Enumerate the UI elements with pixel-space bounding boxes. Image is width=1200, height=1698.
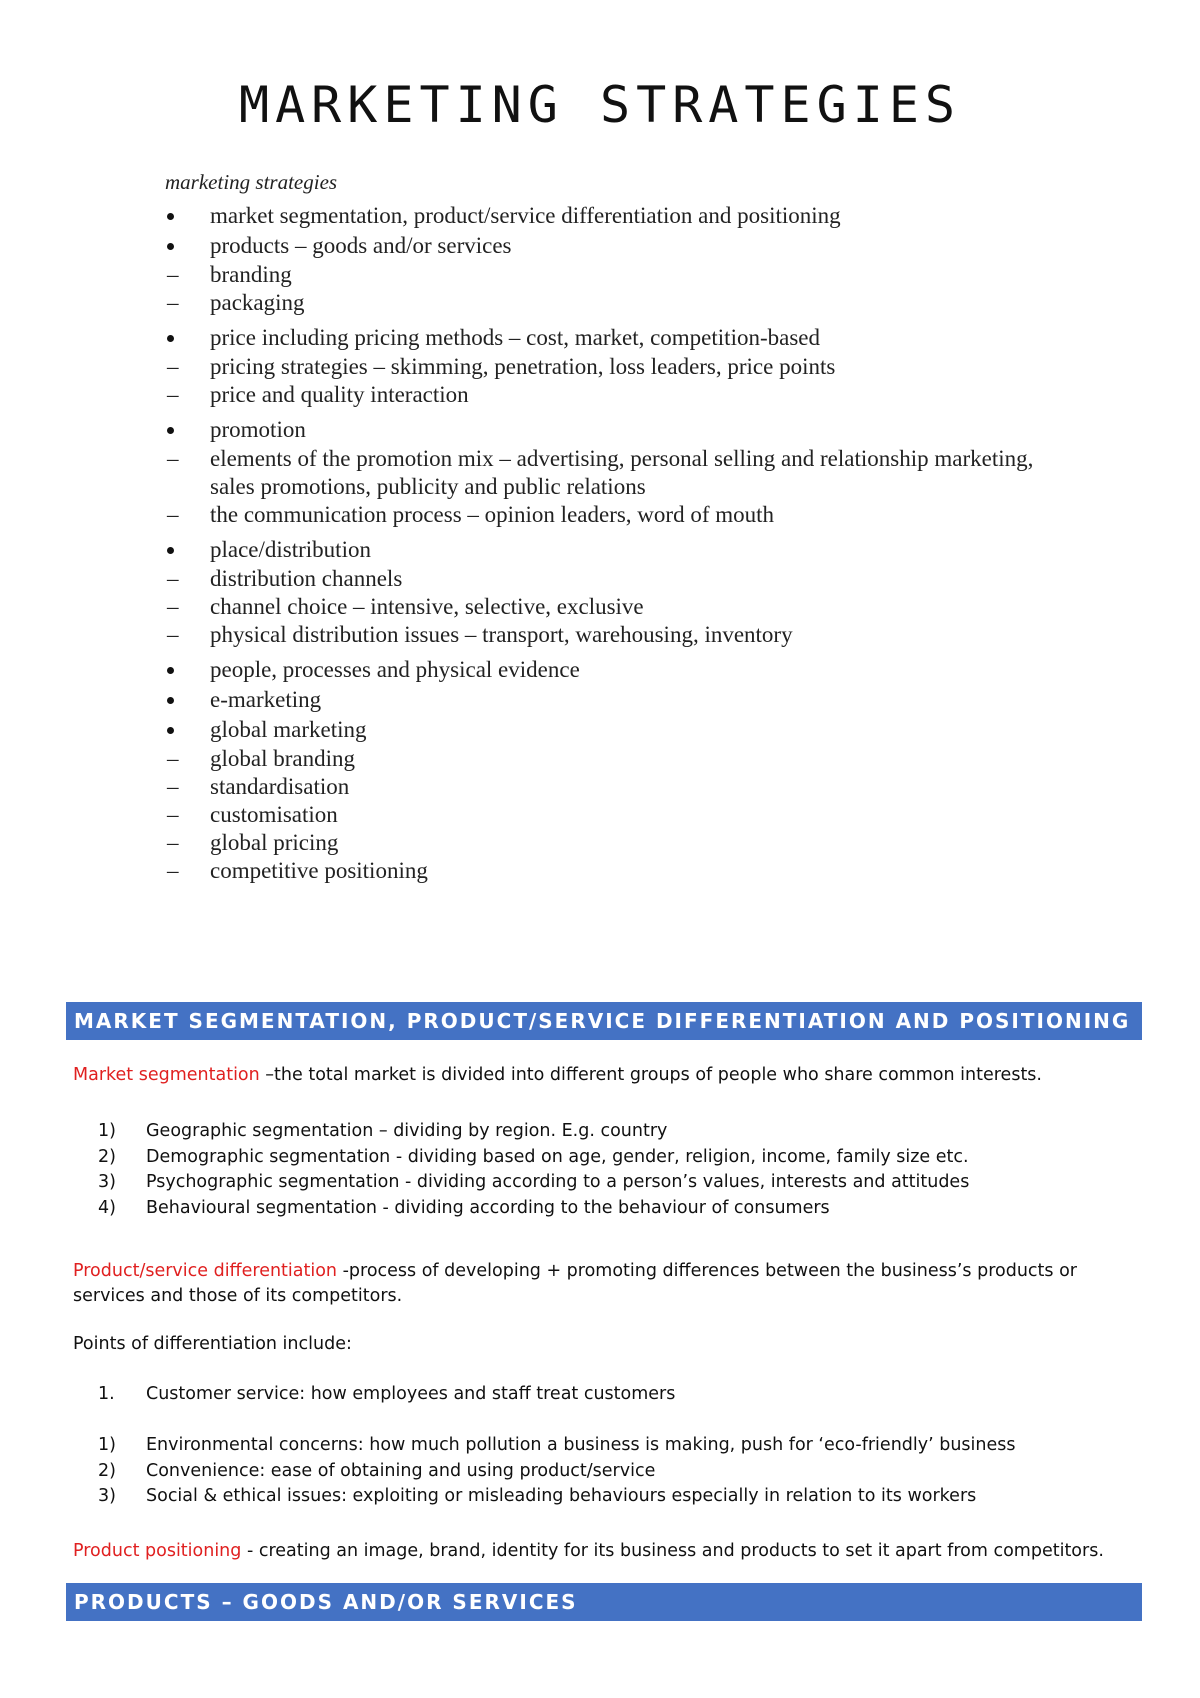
syllabus-subitem-text: competitive positioning [210, 858, 428, 883]
dash-icon: – [167, 446, 179, 471]
bullet-icon [167, 213, 174, 220]
list-number: 3) [98, 1486, 116, 1506]
bullet-icon [167, 697, 174, 704]
segmentation-definition [73, 1063, 1138, 1088]
differentiation-definition [73, 1259, 1138, 1309]
syllabus-subitem [165, 261, 1065, 289]
syllabus-subitem-text: global pricing [210, 830, 339, 855]
syllabus-sublist [165, 445, 1065, 529]
list-item [73, 1119, 1138, 1145]
list-item [73, 1382, 1138, 1408]
syllabus-item [165, 685, 1065, 715]
syllabus-subitem-text: branding [210, 262, 292, 287]
syllabus-item-text: market segmentation, product/service differentiation and positioning [210, 203, 841, 228]
list-item [73, 1459, 1138, 1485]
list-number: 4) [98, 1197, 116, 1218]
list-item [73, 1196, 1138, 1222]
list-text: Behavioural segmentation - dividing according to the behaviour of consumers [146, 1197, 830, 1218]
syllabus-item [165, 323, 1065, 353]
dash-icon: – [167, 566, 179, 591]
syllabus-subitem-text: price and quality interaction [210, 382, 469, 407]
syllabus-item [165, 415, 1065, 445]
section-header-products: PRODUCTS – GOODS AND/OR SERVICES [66, 1583, 1142, 1621]
list-item [73, 1145, 1138, 1171]
bullet-icon [167, 427, 174, 434]
list-text: Customer service: how employees and staff treat customers [146, 1384, 676, 1404]
syllabus-subitem-text: packaging [210, 290, 305, 315]
syllabus-item-text: promotion [210, 417, 306, 442]
differentiation-definition-text: -process of developing + promoting differences between the business’s products or services and those of its competitors. [73, 1261, 1077, 1306]
syllabus-heading: marketing strategies [165, 170, 338, 194]
syllabus-subitem [165, 381, 1065, 409]
syllabus-subitem-text: global branding [210, 746, 355, 771]
points-intro: Points of differentiation include: [73, 1334, 352, 1354]
syllabus-subitem [165, 801, 1065, 829]
syllabus-subitem-text: standardisation [210, 774, 350, 799]
dash-icon: – [167, 746, 179, 771]
list-text: Psychographic segmentation - dividing according to a person’s values, interests and attitudes [146, 1172, 970, 1192]
bullet-icon [167, 335, 174, 342]
list-number: 1) [98, 1121, 116, 1141]
syllabus-sublist [165, 261, 1065, 317]
syllabus-excerpt [165, 170, 1065, 891]
dash-icon: – [167, 290, 179, 315]
syllabus-item-text: global marketing [210, 717, 367, 742]
list-item [73, 1170, 1138, 1196]
list-text: Social & ethical issues: exploiting or misleading behaviours especially in relation to its workers [146, 1486, 977, 1506]
syllabus-subitem-text: elements of the promotion mix – advertising, personal selling and relationship marketing, sales promotions, publicity and public relations [210, 446, 1034, 499]
dash-icon: – [167, 502, 179, 527]
page-title: MARKETING STRATEGIES [238, 76, 962, 134]
dash-icon: – [167, 622, 179, 647]
points-list [73, 1433, 1138, 1510]
syllabus-item [165, 231, 1065, 261]
syllabus-item [165, 201, 1065, 231]
dash-icon: – [167, 802, 179, 827]
term-market-segmentation: Market segmentation [73, 1065, 260, 1085]
syllabus-sublist [165, 745, 1065, 885]
dash-icon: – [167, 262, 179, 287]
syllabus-list [165, 201, 1065, 885]
syllabus-subitem [165, 593, 1065, 621]
list-number: 2) [98, 1460, 116, 1481]
dash-icon: – [167, 774, 179, 799]
list-number: 1. [98, 1384, 115, 1404]
syllabus-subitem [165, 621, 1065, 649]
syllabus-item-text: price including pricing methods – cost, market, competition-based [210, 325, 820, 350]
syllabus-subitem [165, 773, 1065, 801]
syllabus-subitem [165, 289, 1065, 317]
term-product-positioning: Product positioning [73, 1541, 242, 1561]
syllabus-subitem-text: the communication process – opinion leaders, word of mouth [210, 502, 775, 527]
segmentation-definition-text: –the total market is divided into different groups of people who share common interests. [259, 1065, 1042, 1085]
syllabus-item-text: products – goods and/or services [210, 233, 512, 258]
syllabus-subitem-text: customisation [210, 802, 338, 827]
syllabus-subitem [165, 829, 1065, 857]
syllabus-item-text: e-marketing [210, 687, 322, 712]
list-text: Environmental concerns: how much pollution a business is making, push for ‘eco-friendly’ business [146, 1435, 1016, 1455]
positioning-definition [73, 1539, 1138, 1564]
dash-icon: – [167, 594, 179, 619]
list-number: 3) [98, 1172, 116, 1192]
list-text: Geographic segmentation – dividing by region. E.g. country [146, 1121, 668, 1141]
bullet-icon [167, 667, 174, 674]
syllabus-sublist [165, 353, 1065, 409]
dash-icon: – [167, 858, 179, 883]
list-number: 1) [98, 1435, 116, 1455]
syllabus-subitem-text: distribution channels [210, 566, 403, 591]
syllabus-subitem [165, 565, 1065, 593]
syllabus-subitem-text: channel choice – intensive, selective, exclusive [210, 594, 644, 619]
bullet-icon [167, 243, 174, 250]
list-number: 2) [98, 1146, 116, 1167]
segmentation-types-list [73, 1119, 1138, 1221]
dash-icon: – [167, 382, 179, 407]
syllabus-subitem-text: pricing strategies – skimming, penetration, loss leaders, price points [210, 354, 836, 379]
dash-icon: – [167, 830, 179, 855]
list-text: Demographic segmentation - dividing based on age, gender, religion, income, family size etc. [146, 1146, 969, 1167]
dash-icon: – [167, 354, 179, 379]
syllabus-item-text: place/distribution [210, 537, 371, 562]
syllabus-sublist [165, 565, 1065, 649]
bullet-icon [167, 727, 174, 734]
syllabus-item-text: people, processes and physical evidence [210, 657, 580, 682]
syllabus-subitem [165, 501, 1065, 529]
list-item [73, 1433, 1138, 1459]
syllabus-subitem-text: physical distribution issues – transport, warehousing, inventory [210, 622, 793, 647]
syllabus-item [165, 655, 1065, 685]
positioning-definition-text: - creating an image, brand, identity for its business and products to set it apart from competitors. [241, 1541, 1104, 1561]
list-item [73, 1484, 1138, 1510]
points-first-list [73, 1382, 1138, 1408]
bullet-icon [167, 547, 174, 554]
syllabus-subitem [165, 353, 1065, 381]
section-header-segmentation: MARKET SEGMENTATION, PRODUCT/SERVICE DIFFERENTIATION AND POSITIONING [66, 1002, 1142, 1040]
syllabus-subitem [165, 445, 1065, 501]
syllabus-item [165, 715, 1065, 745]
list-text: Convenience: ease of obtaining and using product/service [146, 1460, 656, 1481]
syllabus-subitem [165, 745, 1065, 773]
syllabus-item [165, 535, 1065, 565]
syllabus-subitem [165, 857, 1065, 885]
term-product-differentiation: Product/service differentiation [73, 1261, 338, 1281]
